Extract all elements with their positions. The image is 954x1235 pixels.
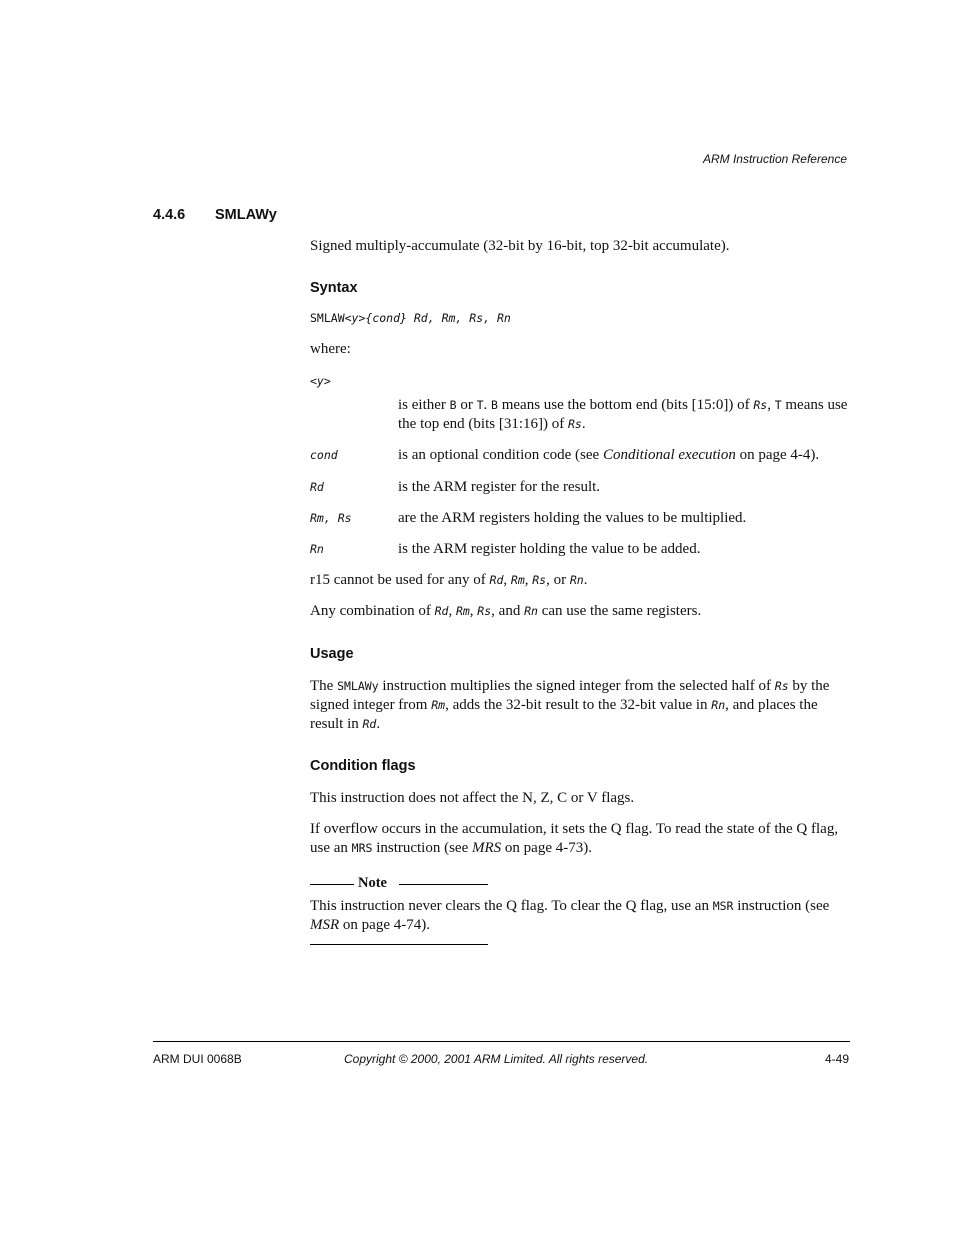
syntax-y: <y> bbox=[344, 311, 366, 325]
param-rmrs-desc: are the ARM registers holding the values to be multiplied. bbox=[398, 510, 747, 526]
param-cond-desc: is an optional condition code (see Conditional execution on page 4-4). bbox=[398, 447, 820, 463]
syntax-operands: Rd, Rm, Rs, Rn bbox=[406, 311, 511, 325]
syntax-code bbox=[310, 311, 511, 325]
param-rd-desc: is the ARM register for the result. bbox=[398, 479, 601, 495]
param-rn-term: Rn bbox=[310, 542, 324, 556]
where-label: where: bbox=[310, 341, 351, 357]
param-rd-term: Rd bbox=[310, 480, 324, 494]
combination-note: Any combination of Rd, Rm, Rs, and Rn can use the same registers. bbox=[310, 603, 702, 619]
syntax-mnemonic: SMLAW bbox=[310, 311, 345, 325]
flags-paragraph-1: This instruction does not affect the N, Z, C or V flags. bbox=[310, 790, 635, 806]
mrs-link[interactable]: MRS bbox=[472, 840, 502, 856]
param-rn-desc: is the ARM register holding the value to be added. bbox=[398, 541, 701, 557]
section-title: SMLAWy bbox=[215, 207, 277, 223]
footer-page-number: 4-49 bbox=[824, 1052, 849, 1066]
syntax-heading: Syntax bbox=[310, 280, 358, 296]
condition-flags-heading: Condition flags bbox=[310, 758, 416, 774]
footer-copyright: Copyright © 2000, 2001 ARM Limited. All rights reserved. bbox=[344, 1052, 649, 1066]
conditional-execution-link[interactable]: Conditional execution bbox=[602, 447, 736, 463]
intro-paragraph: Signed multiply-accumulate (32-bit by 16-bit, top 32-bit accumulate). bbox=[310, 238, 730, 254]
r15-note: r15 cannot be used for any of Rd, Rm, Rs, or Rn. bbox=[310, 572, 588, 588]
flags-paragraph-2: If overflow occurs in the accumulation, it sets the Q flag. To read the state of the Q flag, use an MRS instruction (see MRS on page 4-73). bbox=[310, 821, 839, 856]
param-y-desc: is either B or T. B means use the bottom end (bits [15:0]) of Rs, T means use the top end (bits [31:16]) of Rs. bbox=[398, 397, 848, 432]
note-label: Note bbox=[358, 875, 387, 891]
usage-paragraph: The SMLAWy instruction multiplies the signed integer from the selected half of Rs by the signed integer from Rm, adds the 32-bit result to the 32-bit value in Rn, and places the result in Rd. bbox=[310, 678, 830, 732]
note-rule-right bbox=[399, 884, 488, 885]
footer-doc-id: ARM DUI 0068B bbox=[153, 1052, 242, 1066]
msr-link[interactable]: MSR bbox=[310, 917, 340, 933]
footer-rule bbox=[153, 1041, 850, 1042]
section-number: 4.4.6 bbox=[153, 207, 186, 223]
param-rmrs-term: Rm, Rs bbox=[310, 511, 352, 525]
note-rule-left bbox=[310, 884, 354, 885]
param-y-term: <y> bbox=[310, 374, 331, 388]
syntax-cond: {cond} bbox=[365, 311, 407, 325]
note-paragraph: This instruction never clears the Q flag. To clear the Q flag, use an MSR instruction (see MSR on page 4-74). bbox=[310, 898, 830, 933]
note-rule-bottom bbox=[310, 944, 488, 945]
usage-heading: Usage bbox=[310, 646, 354, 662]
param-cond-term: cond bbox=[310, 448, 338, 462]
running-header: ARM Instruction Reference bbox=[702, 152, 847, 166]
